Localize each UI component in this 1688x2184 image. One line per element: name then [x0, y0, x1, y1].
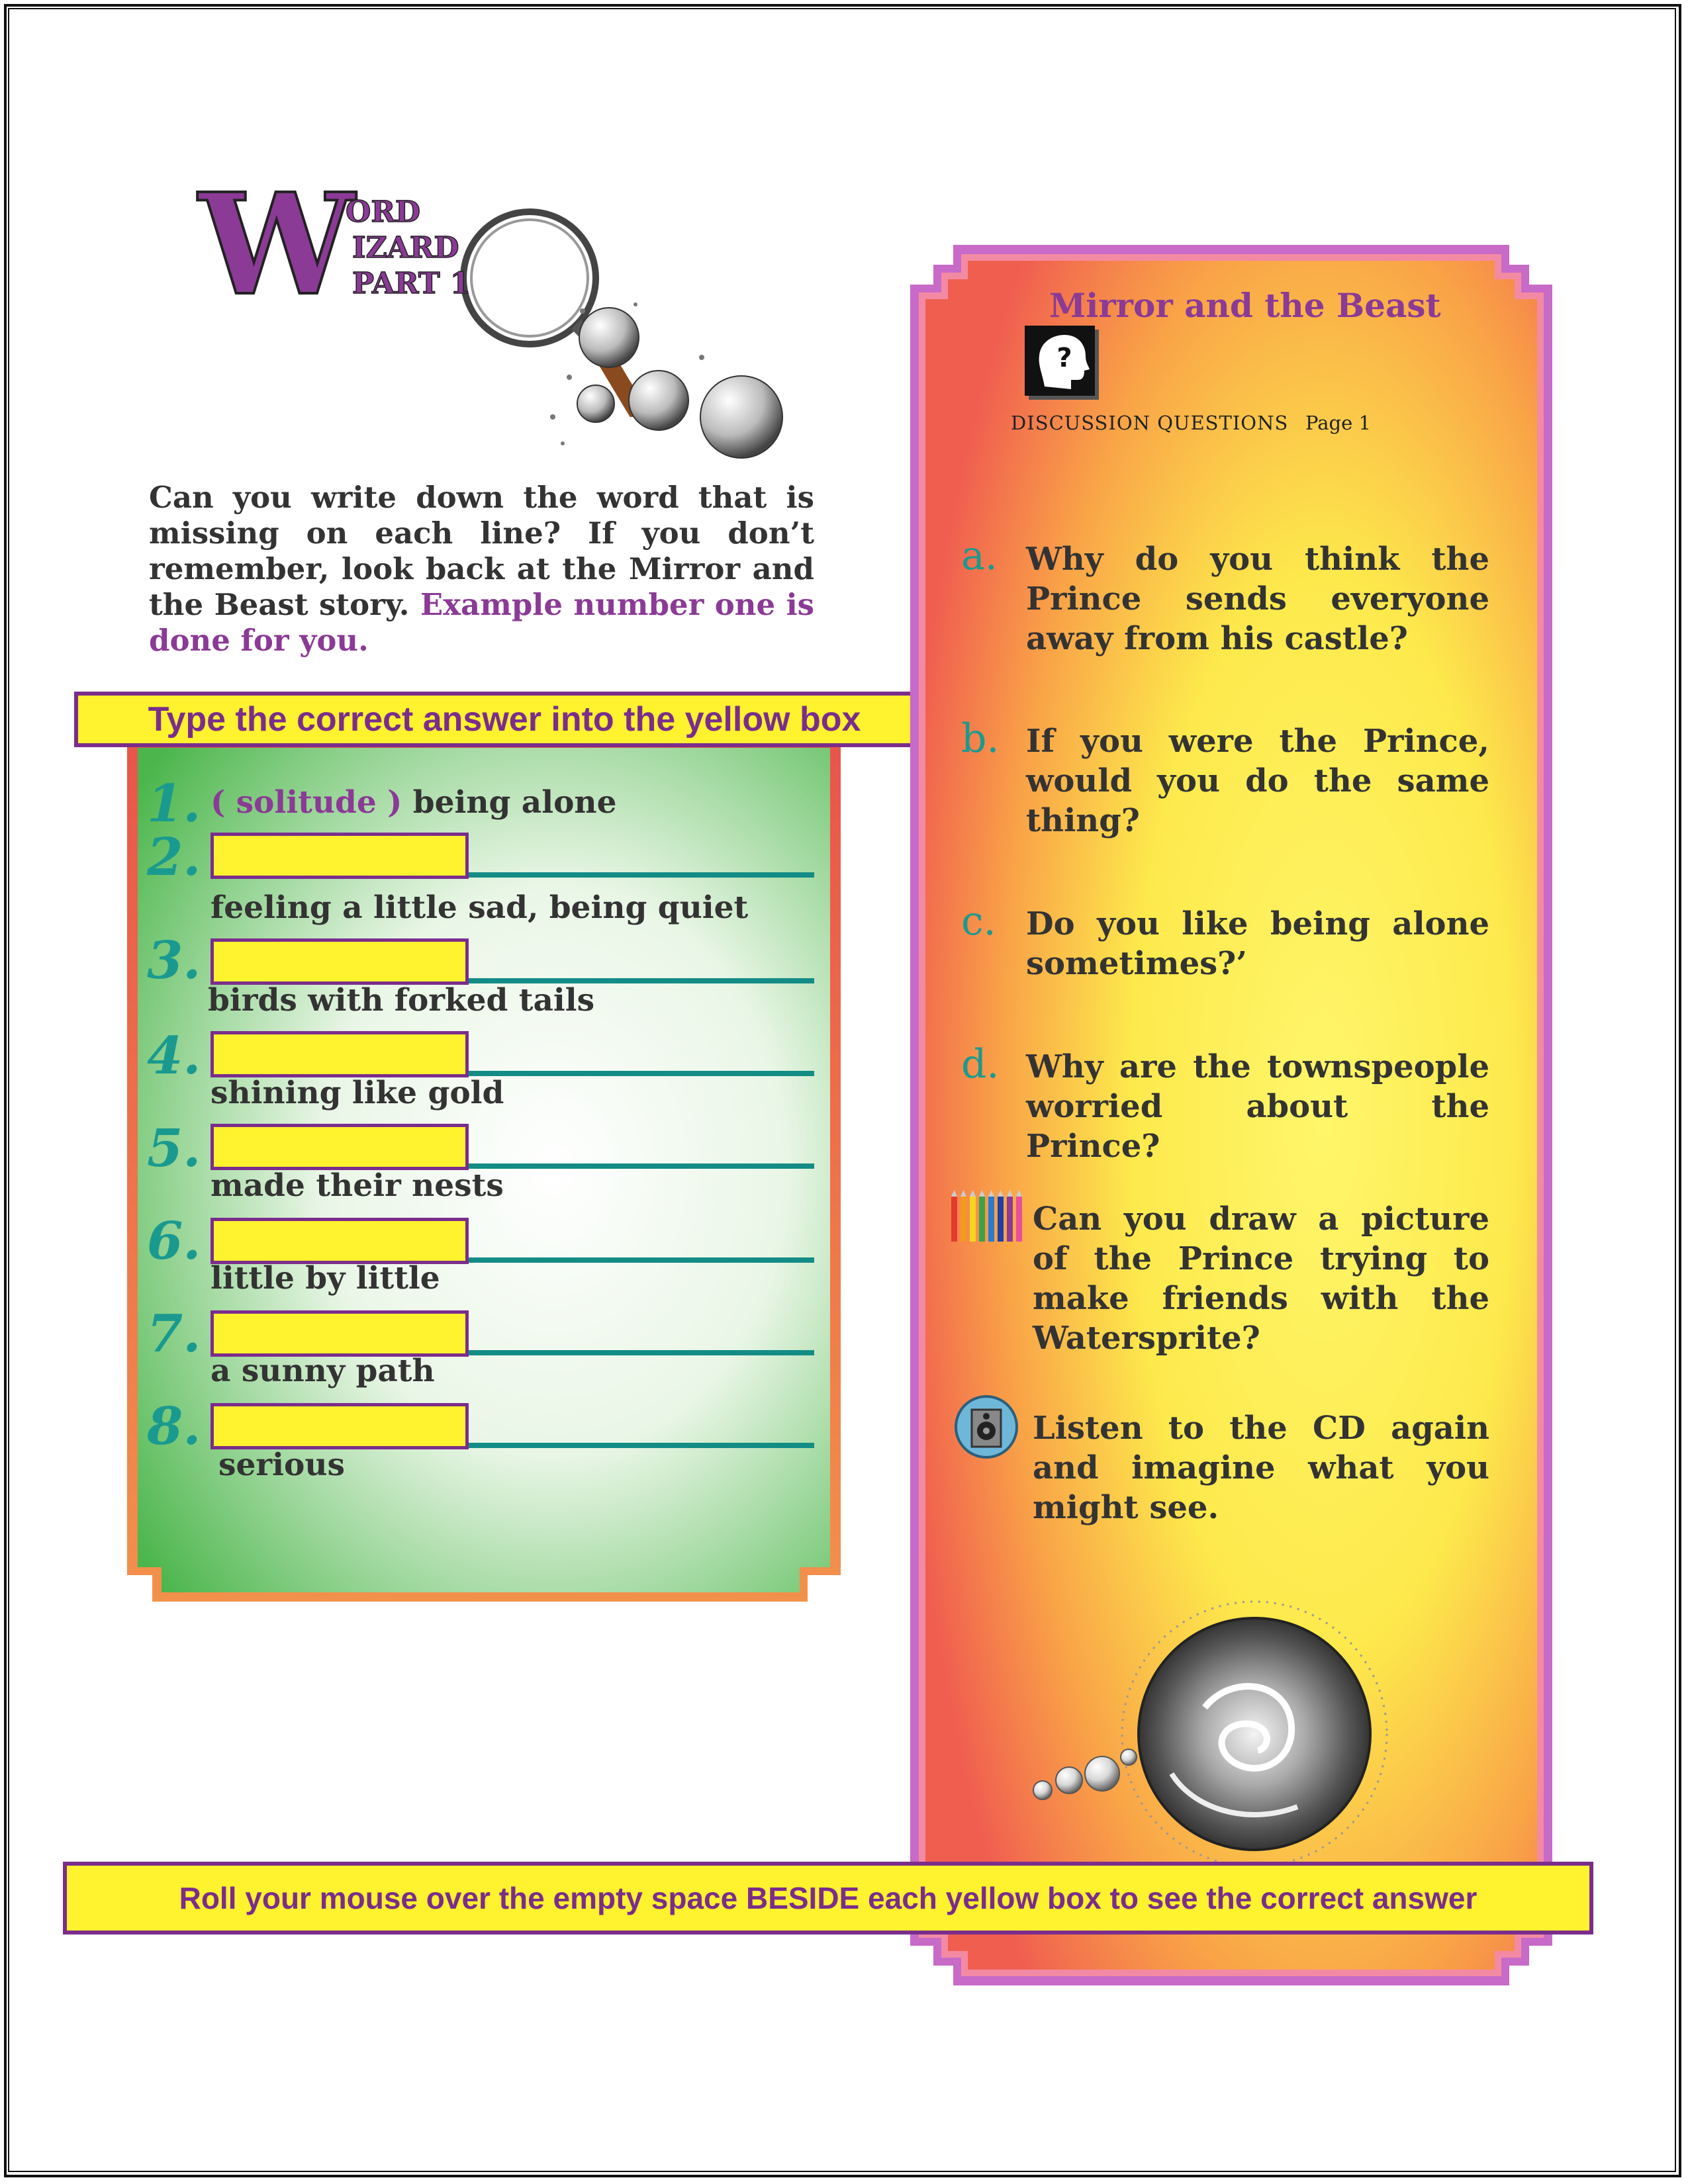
item-number: 5. [147, 1118, 201, 1179]
mirror-bubble-illustration [1006, 1575, 1436, 1880]
colored-pencils-icon [950, 1190, 1026, 1243]
item-number: 6. [147, 1211, 201, 1271]
answer-hover-area[interactable] [469, 1257, 814, 1263]
answer-hover-area[interactable] [469, 1071, 814, 1076]
question-text: Why do you think the Prince sends everyone away from his castle? [1026, 541, 1489, 657]
clue-text: little by little [211, 1260, 440, 1297]
cd-icon [953, 1394, 1019, 1460]
answer-box[interactable] [211, 833, 469, 879]
clue-text: shining like gold [211, 1075, 504, 1111]
question-letter: c. [961, 898, 996, 944]
item-number: 4. [147, 1026, 201, 1086]
clue-text: a sunny path [211, 1353, 435, 1389]
listen-prompt: Listen to the CD again and imagine what you might see. [1033, 1410, 1489, 1526]
story-title: Mirror and the Beast [1049, 286, 1441, 325]
answer-box[interactable] [211, 1124, 469, 1170]
logo-initial: W [199, 163, 355, 326]
answer-box[interactable] [211, 938, 469, 985]
answer-hover-area[interactable] [469, 1163, 814, 1169]
example-answer: ( solitude ) [211, 784, 402, 821]
question-letter: a. [961, 533, 998, 579]
answer-box[interactable] [211, 1031, 469, 1077]
logo-word-ord: ORD [346, 195, 421, 229]
item-number: 2. [147, 827, 201, 887]
question-text: If you were the Prince, would you do the same thing? [1026, 723, 1489, 839]
answer-box[interactable] [211, 1403, 469, 1449]
instructions-paragraph [149, 480, 814, 659]
question-letter: d. [961, 1041, 1000, 1087]
example-clue: being alone [412, 784, 617, 821]
answer-hover-area[interactable] [469, 1443, 814, 1448]
hover-instructions-banner: Roll your mouse over the empty space BESIDE each yellow box to see the correct answer [63, 1862, 1593, 1934]
question-text: Do you like being alone sometimes?’ [1026, 905, 1489, 982]
clue-text: made their nests [211, 1167, 504, 1204]
answer-box[interactable] [211, 1310, 469, 1357]
word-wizard-logo [199, 163, 510, 443]
item-number: 1. [147, 774, 201, 834]
answer-box[interactable] [211, 1218, 469, 1264]
item-number: 3. [147, 931, 201, 991]
clue-text: feeling a little sad, being quiet [211, 889, 749, 926]
question-head-icon [1025, 326, 1103, 404]
question-text: Why are the townspeople worried about the Prince? [1026, 1048, 1489, 1165]
clue-text: birds with forked tails [208, 982, 595, 1019]
type-answer-banner: Type the correct answer into the yellow box [74, 692, 935, 747]
draw-prompt: Can you draw a picture of the Prince trying to make friends with the Watersprite? [1033, 1201, 1489, 1357]
discussion-label: DISCUSSION QUESTIONS [1011, 412, 1289, 434]
answer-hover-area[interactable] [469, 872, 814, 878]
logo-word-izard: IZARD [352, 231, 459, 265]
instructions-text: Can you write down the word that is missing on each line? If you don’t remember, look back at the Mirror and the Beast story. [149, 480, 814, 622]
item-number: 8. [147, 1396, 201, 1457]
question-letter: b. [961, 715, 1000, 762]
item-number: 7. [147, 1304, 201, 1364]
answer-hover-area[interactable] [469, 1350, 814, 1355]
instructions-example-note: Example number one is done for you. [149, 587, 814, 658]
svg-text:?: ? [1056, 343, 1072, 373]
bubbles-illustration [543, 291, 794, 463]
page-number: Page 1 [1305, 412, 1371, 434]
example-item [211, 784, 617, 821]
logo-word-part: PART 1 [352, 267, 471, 300]
clue-text: serious [218, 1447, 345, 1483]
